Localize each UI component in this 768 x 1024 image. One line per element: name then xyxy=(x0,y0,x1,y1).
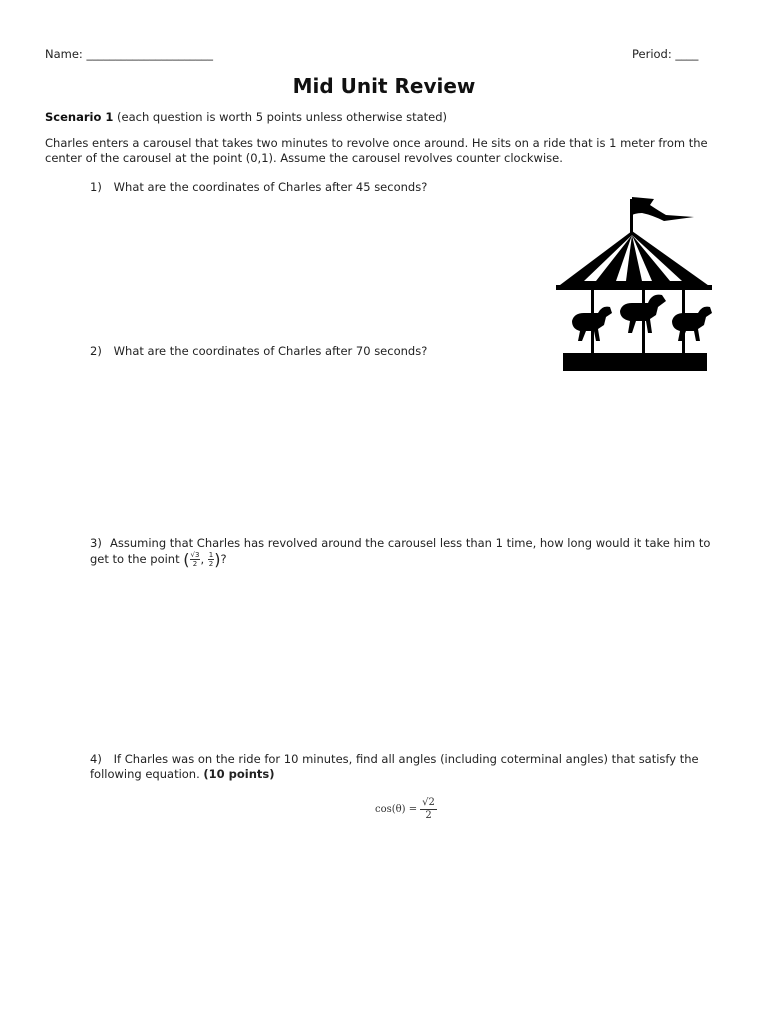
question-3 xyxy=(90,536,715,568)
carousel-icon xyxy=(554,193,714,377)
scenario-note: (each question is worth 5 points unless otherwise stated) xyxy=(117,110,448,124)
question-text: If Charles was on the ride for 10 minutes, find all angles (including coterminal angles) that satisfy the following equation. xyxy=(90,752,699,781)
equation-numerator: √2 xyxy=(422,797,435,808)
scenario-intro: Charles enters a carousel that takes two minutes to revolve once around. He sits on a ride that is 1 meter from the center of the carousel at the point (0,1). Assume the carousel revolves counter clockwise. xyxy=(45,136,708,165)
question-points: (10 points) xyxy=(203,767,275,781)
question-text: What are the coordinates of Charles after 45 seconds? xyxy=(113,180,428,194)
scenario-heading xyxy=(45,110,447,124)
page-title: Mid Unit Review xyxy=(292,74,476,98)
point-x-fraction: $\frac{√3}{2}$ xyxy=(190,551,200,568)
question-suffix: ? xyxy=(220,552,227,566)
period-blank[interactable]: ____ xyxy=(675,47,699,61)
question-number: 3) xyxy=(90,536,102,550)
cosine-equation xyxy=(375,797,437,822)
period-label: Period: xyxy=(632,47,672,61)
period-field[interactable] xyxy=(632,47,698,61)
question-text: Assuming that Charles has revolved around the carousel less than 1 time, how long would it take him to get to the point xyxy=(90,536,711,566)
name-blank[interactable]: ______________________ xyxy=(86,47,213,61)
name-label: Name: xyxy=(45,47,83,61)
question-4 xyxy=(90,752,715,782)
equation-denominator: 2 xyxy=(425,810,432,821)
point-expression: ( $\frac{√3}{2}$ , $\frac{1}{2}$ ) xyxy=(183,550,221,569)
question-number: 4) xyxy=(90,752,102,766)
scenario-label: Scenario 1 xyxy=(45,110,114,124)
question-number: 2) xyxy=(90,344,102,358)
question-text: What are the coordinates of Charles after 70 seconds? xyxy=(113,344,428,358)
question-number: 1) xyxy=(90,180,102,194)
equation-fraction xyxy=(420,797,437,822)
name-field[interactable] xyxy=(45,47,213,61)
equation-lhs: cos(θ) = xyxy=(375,804,418,815)
point-y-fraction: $\frac{1}{2}$ xyxy=(208,551,214,568)
